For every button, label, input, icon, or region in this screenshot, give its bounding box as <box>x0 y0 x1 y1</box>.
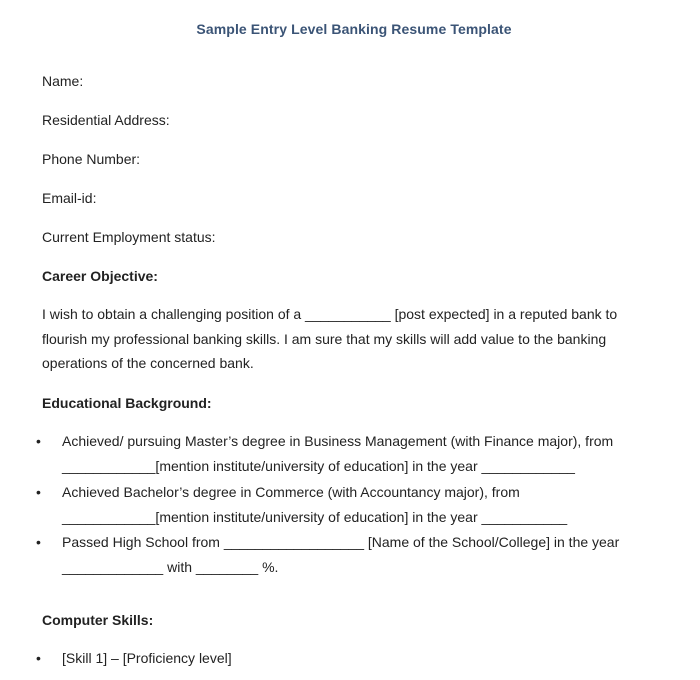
bullet-icon: • <box>36 484 41 500</box>
computer-skill-1: [Skill 1] – [Proficiency level] <box>62 650 232 666</box>
employment-status-field-label: Current Employment status: <box>42 229 216 245</box>
career-objective-line-1: I wish to obtain a challenging position of a ___________ [post expected] in a reputed bank to <box>42 306 618 322</box>
bullet-icon: • <box>36 433 41 449</box>
bullet-icon: • <box>36 650 41 666</box>
education-item-3-line-1: Passed High School from __________________ [Name of the School/College] in the year <box>62 534 620 550</box>
name-field-label: Name: <box>42 73 84 89</box>
address-field-label: Residential Address: <box>42 112 170 128</box>
career-objective-line-3: operations of the concerned bank. <box>42 355 254 371</box>
education-item-1-line-1: Achieved/ pursuing Master’s degree in Business Management (with Finance major), from <box>62 433 614 449</box>
career-objective-paragraph <box>42 302 642 376</box>
education-item-3-line-2: _____________ with ________ %. <box>62 558 279 575</box>
education-item-text <box>62 480 632 529</box>
computer-skills-heading: Computer Skills: <box>42 612 154 628</box>
career-objective-heading: Career Objective: <box>42 268 158 284</box>
education-item-text <box>62 429 632 478</box>
educational-background-heading: Educational Background: <box>42 395 212 411</box>
email-field-label: Email-id: <box>42 190 97 206</box>
education-item-2-line-2: ____________[mention institute/university of education] in the year ___________ <box>62 508 568 525</box>
career-objective-line-2: flourish my professional banking skills. I am sure that my skills will add value to the banking <box>42 330 607 347</box>
education-item-2-line-1: Achieved Bachelor’s degree in Commerce (with Accountancy major), from <box>62 484 520 500</box>
document-title: Sample Entry Level Banking Resume Template <box>196 21 512 37</box>
education-item-text <box>62 530 632 579</box>
phone-field-label: Phone Number: <box>42 151 141 167</box>
education-item-1-line-2: ____________[mention institute/university of education] in the year ____________ <box>62 457 575 474</box>
bullet-icon: • <box>36 534 41 550</box>
